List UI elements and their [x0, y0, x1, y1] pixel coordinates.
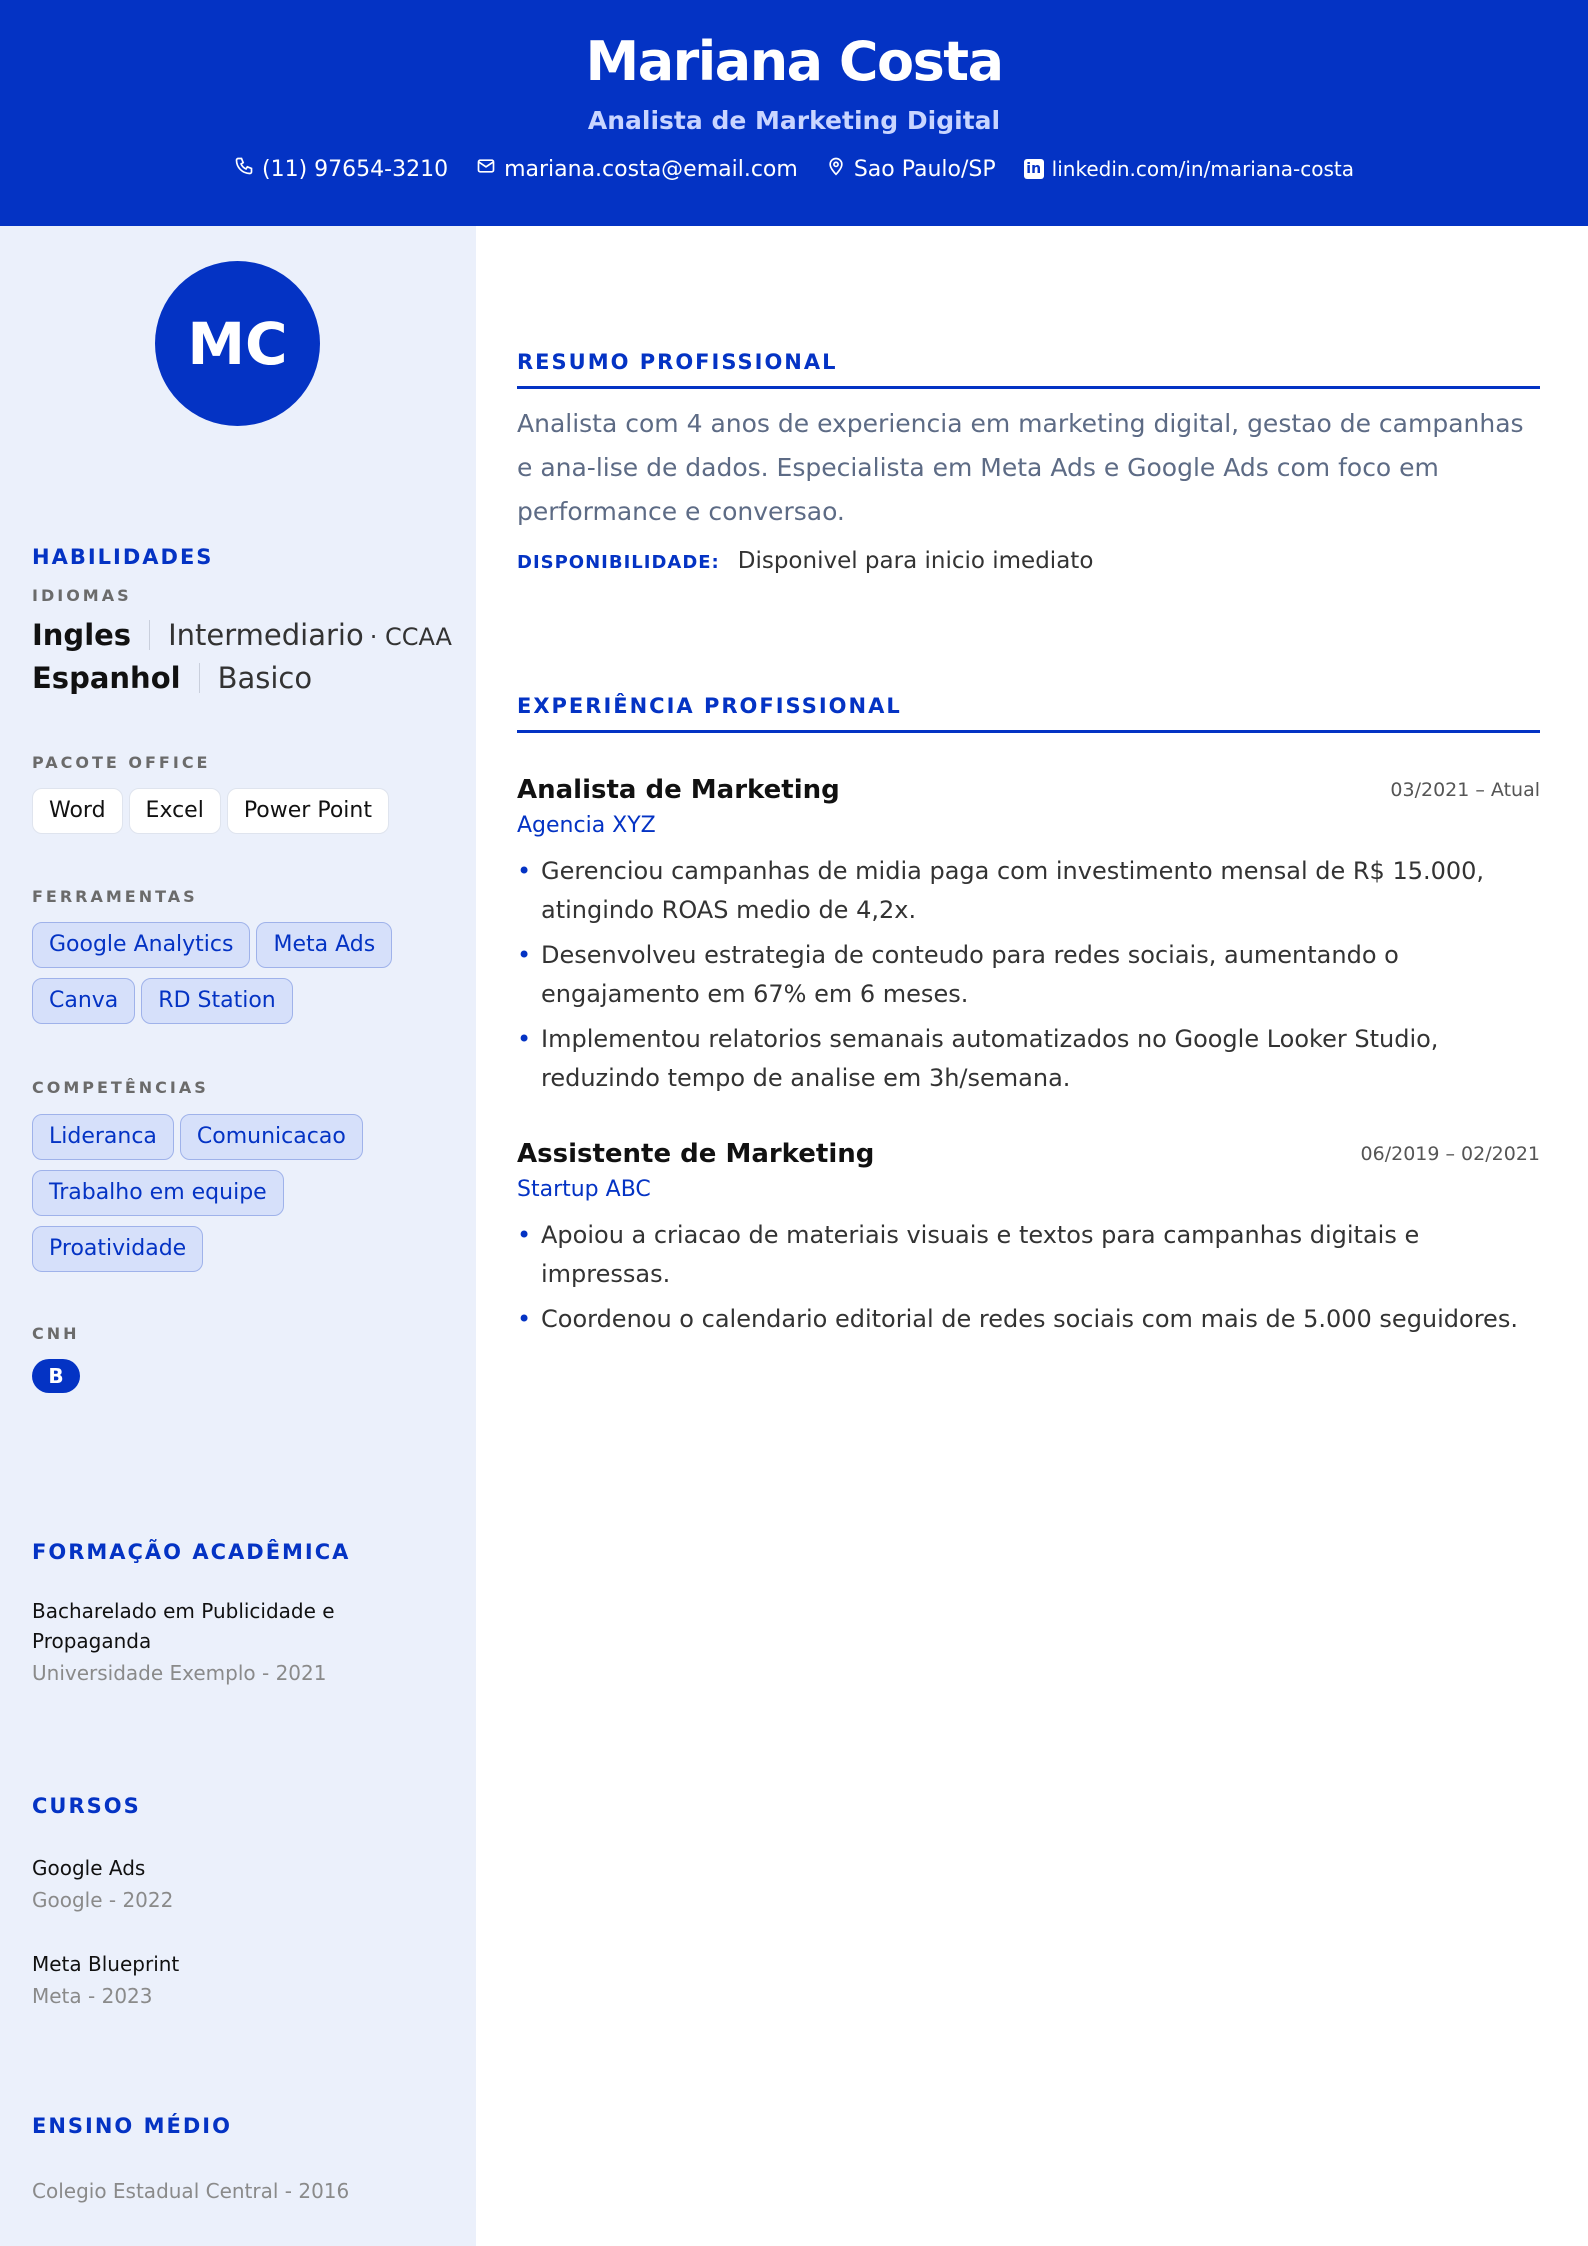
course-info: Meta - 2023 [32, 1984, 153, 2008]
office-title: PACOTE OFFICE [32, 753, 211, 772]
list-item: • Apoiou a criacao de materiais visuais e textos para campanhas digitais e impressas. [517, 1216, 1547, 1294]
contact-phone[interactable] [234, 156, 448, 182]
location-pin-icon [826, 156, 846, 182]
competency-chip: Proatividade [32, 1226, 203, 1272]
mail-icon [476, 156, 496, 182]
list-item: • Gerenciou campanhas de midia paga com investimento mensal de R$ 15.000, atingindo ROAS medio de 4,2x. [517, 852, 1547, 930]
cnh-title: CNH [32, 1324, 80, 1343]
tool-chip: Meta Ads [256, 922, 392, 968]
phone-icon [234, 156, 254, 182]
job-date: 03/2021 – Atual [1390, 779, 1540, 801]
linkedin-icon: in [1024, 159, 1044, 179]
contact-location [826, 156, 996, 182]
contact-bar [0, 156, 1588, 182]
phone-text: (11) 97654-3210 [262, 156, 449, 182]
email-text: mariana.costa@email.com [504, 156, 798, 182]
education-school: Universidade Exemplo - 2021 [32, 1661, 327, 1685]
language-cert: · CCAA [369, 623, 452, 651]
list-item: • Implementou relatorios semanais automatizados no Google Looker Studio, reduzindo tempo de analise em 3h/semana. [517, 1020, 1547, 1098]
job-company: Startup ABC [517, 1177, 651, 1202]
header [0, 0, 1588, 226]
candidate-name: Mariana Costa [585, 30, 1003, 93]
contact-linkedin[interactable] [1024, 157, 1354, 181]
language-name: Espanhol [32, 661, 181, 695]
list-item: • Coordenou o calendario editorial de redes sociais com mais de 5.000 seguidores. [517, 1300, 1547, 1339]
list-item: • Desenvolveu estrategia de conteudo para redes sociais, aumentando o engajamento em 67% em 6 meses. [517, 936, 1547, 1014]
office-chip: Excel [129, 788, 221, 834]
language-row [32, 661, 312, 695]
office-chip: Word [32, 788, 123, 834]
skills-title: HABILIDADES [32, 545, 214, 569]
candidate-role: Analista de Marketing Digital [587, 106, 1001, 135]
competency-chip: Comunicacao [180, 1114, 363, 1160]
availability-label: DISPONIBILIDADE: [517, 552, 720, 573]
job-title: Analista de Marketing [517, 775, 840, 805]
avatar: MC [155, 261, 320, 426]
course-name: Meta Blueprint [32, 1952, 180, 1976]
office-chips [32, 788, 452, 834]
languages-title: IDIOMAS [32, 586, 132, 605]
office-chip: Power Point [227, 788, 389, 834]
summary-text: Analista com 4 anos de experiencia em marketing digital, gestao de campanhas e ana-lise de dados. Especialista em Meta Ads e Google Ads com foco em performance e conversao. [517, 409, 1524, 526]
availability-value: Disponivel para inicio imediato [737, 548, 1094, 574]
summary-title: RESUMO PROFISSIONAL [517, 350, 1540, 389]
competency-chip: Lideranca [32, 1114, 174, 1160]
competency-chips [32, 1114, 432, 1272]
tools-title: FERRAMENTAS [32, 887, 198, 906]
course-info: Google - 2022 [32, 1888, 174, 1912]
job-bullets [517, 1216, 1547, 1345]
education-degree: Bacharelado em Publicidade e Propaganda [32, 1599, 335, 1653]
courses-title: CURSOS [32, 1794, 141, 1818]
job-title: Assistente de Marketing [517, 1139, 875, 1169]
job-bullets [517, 852, 1547, 1104]
language-name: Ingles [32, 618, 132, 652]
competencies-title: COMPETÊNCIAS [32, 1078, 209, 1097]
cnh-badge: B [32, 1359, 80, 1393]
divider [149, 620, 150, 650]
language-level: Basico [217, 661, 313, 695]
availability-row [517, 548, 1093, 574]
tool-chip: Canva [32, 978, 135, 1024]
contact-email[interactable] [476, 156, 798, 182]
language-row [32, 618, 452, 652]
education-title: FORMAÇÃO ACADÊMICA [32, 1540, 351, 1564]
language-level: Intermediario [168, 618, 364, 652]
sidebar [0, 226, 476, 2246]
course-name: Google Ads [32, 1856, 146, 1880]
tools-chips [32, 922, 452, 1024]
highschool-school: Colegio Estadual Central - 2016 [32, 2179, 350, 2203]
tool-chip: RD Station [141, 978, 292, 1024]
tool-chip: Google Analytics [32, 922, 250, 968]
highschool-title: ENSINO MÉDIO [32, 2114, 232, 2138]
job-date: 06/2019 – 02/2021 [1360, 1143, 1540, 1165]
job-company: Agencia XYZ [517, 813, 656, 838]
experience-title: EXPERIÊNCIA PROFISSIONAL [517, 694, 1540, 733]
linkedin-text: linkedin.com/in/mariana-costa [1051, 157, 1354, 181]
competency-chip: Trabalho em equipe [32, 1170, 284, 1216]
divider [199, 663, 200, 693]
location-text: Sao Paulo/SP [853, 156, 996, 182]
